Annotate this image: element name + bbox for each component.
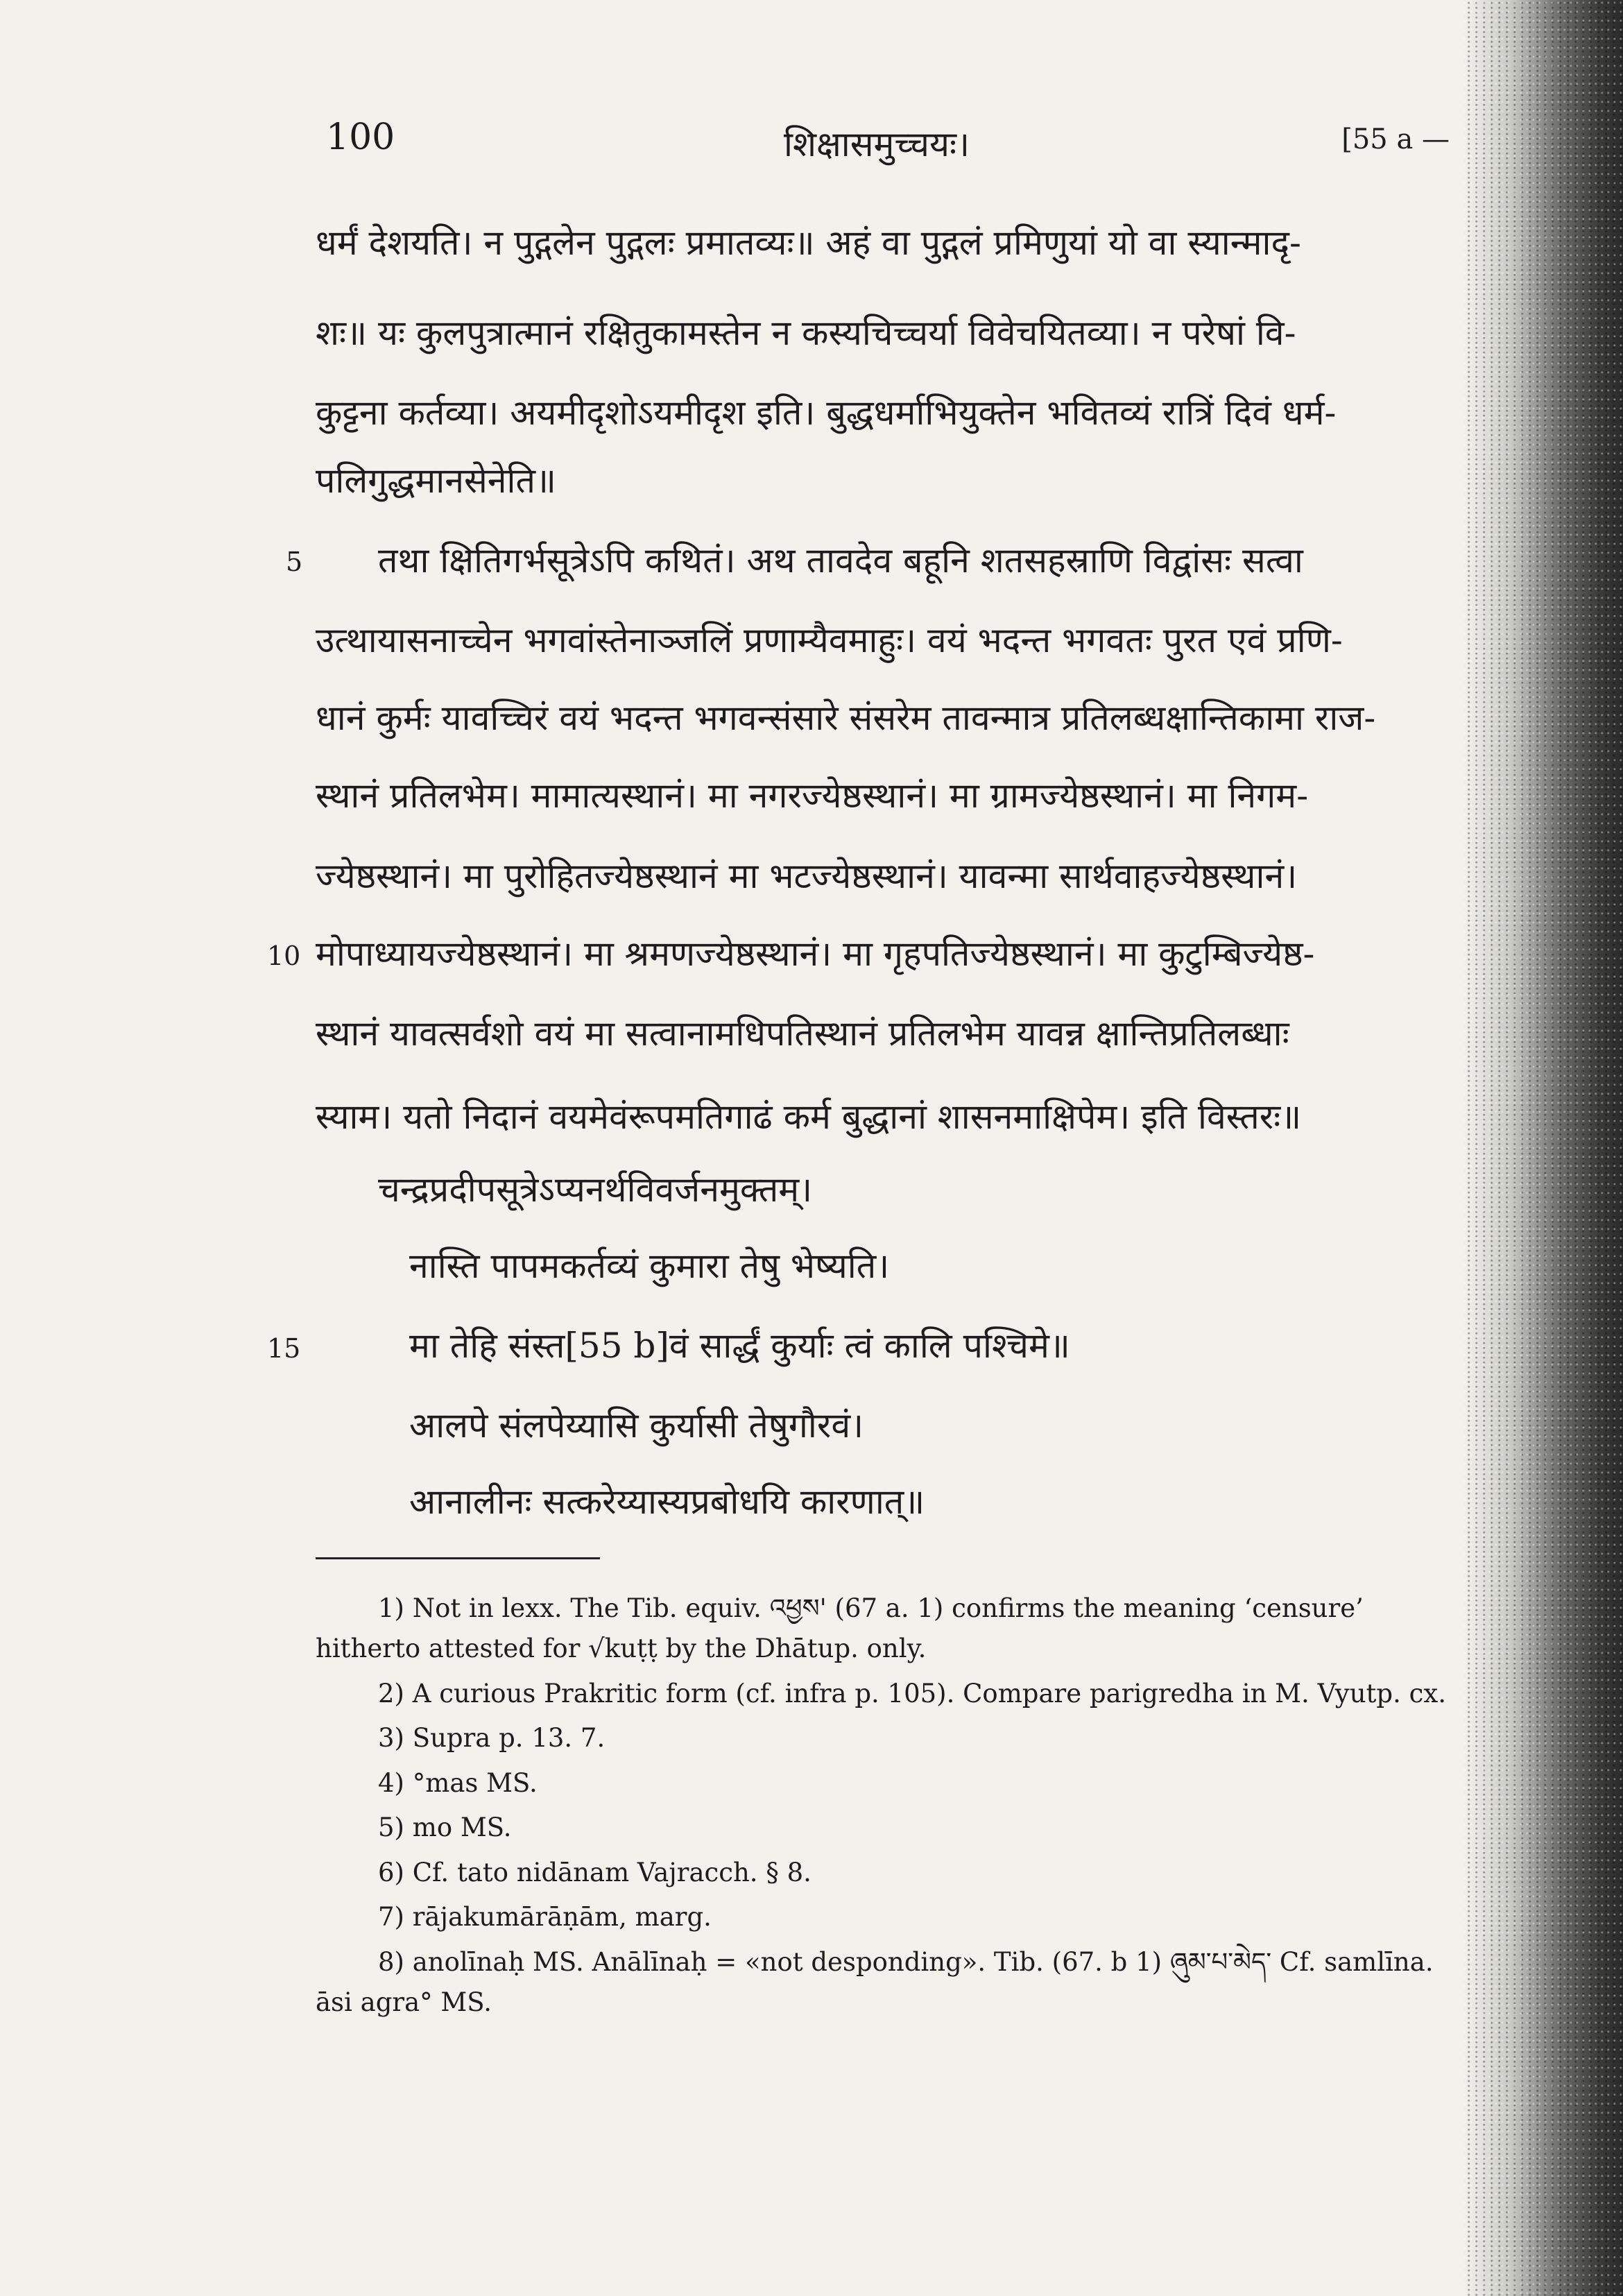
text-line: उत्थायासनाच्चेन भगवांस्तेनाञ्जलिं प्रणाम्यैवमाहुः। वयं भदन्त भगवतः पुरत एवं प्रणि-: [316, 620, 1343, 660]
footnote-3: 3) Supra p. 13. 7.: [378, 1723, 606, 1754]
footnote-divider: [316, 1557, 600, 1559]
text-line: धर्मं देशयति। न पुद्गलेन पुद्गलः प्रमातव्यः॥ अहं वा पुद्गलं प्रमिणुयां यो वा स्यान्मादृ-: [316, 223, 1301, 263]
line-number-15: 15: [267, 1333, 301, 1364]
text-line: ज्येष्ठस्थानं। मा पुरोहितज्येष्ठस्थानं मा भटज्येष्ठस्थानं। यावन्मा सार्थवाहज्येष्ठस्थानं।: [316, 856, 1298, 896]
footnote-5: 5) mo MS.: [378, 1813, 512, 1843]
footnote-7: 7) rājakumārāṇām, marg.: [378, 1902, 712, 1933]
text-line: धानं कुर्मः यावच्चिरं वयं भदन्त भगवन्संसारे संसरेम तावन्मात्र प्रतिलब्धक्षान्तिकामा राज-: [316, 698, 1376, 738]
text-line: शः॥ यः कुलपुत्रात्मानं रक्षितुकामस्तेन न कस्यचिच्चर्या विवेचयितव्या। न परेषां वि-: [316, 313, 1296, 353]
running-title: शिक्षासमुच्चयः।: [784, 124, 970, 164]
footnote-8: 8) anolīnaḥ MS. Anālīnaḥ = «not desponding». Tib. (67. b 1) ཞུམ་པ་མེད་ Cf. samlīna. āsi agra° MS.: [316, 1946, 1434, 2018]
verse-line: मा तेहि संस्त[55 b]वं सार्द्धं कुर्याः त्वं कालि पश्चिमे॥: [409, 1326, 1070, 1366]
verse-line: आलपे संलपेय्यासि कुर्यासी तेषुगौरवं।: [409, 1405, 864, 1446]
footnote-1: 1) Not in lexx. The Tib. equiv. འཕྱས' (67 a. 1) confirms the meaning ‘censure’ hitherto attested for √kuṭṭ by the Dhātup. only.: [316, 1593, 1364, 1664]
text-line: स्थानं यावत्सर्वशो वयं मा सत्वानामधिपतिस्थानं प्रतिलभेम यावन्न क्षान्तिप्रतिलब्धाः: [316, 1013, 1289, 1054]
text-line: तथा क्षितिगर्भसूत्रेऽपि कथितं। अथ तावदेव बहूनि शतसहस्राणि विद्वांसः सत्वा: [378, 540, 1303, 581]
page-edge-speckle: [1463, 0, 1623, 2296]
text-line: कुट्टना कर्तव्या। अयमीदृशोऽयमीदृश इति। बुद्धधर्माभियुक्तेन भवितव्यं रात्रिं दिवं धर्म-: [316, 393, 1337, 433]
line-number-5: 5: [286, 547, 303, 577]
section-reference: [55 a —: [1341, 123, 1450, 155]
footnote-4: 4) °mas MS.: [378, 1767, 538, 1798]
text-line: मोपाध्यायज्येष्ठस्थानं। मा श्रमणज्येष्ठस्थानं। मा गृहपतिज्येष्ठस्थानं। मा कुटुम्बिज्येष्ठ-: [316, 934, 1315, 974]
text-line: स्थानं प्रतिलभेम। मामात्यस्थानं। मा नगरज्येष्ठस्थानं। मा ग्रामज्येष्ठस्थानं। मा निगम-: [316, 776, 1309, 816]
verse-intro-line: चन्द्रप्रदीपसूत्रेऽप्यनर्थविवर्जनमुक्तम्।: [378, 1170, 813, 1210]
page-number: 100: [326, 117, 395, 158]
footnote-6: 6) Cf. tato nidānam Vajracch. § 8.: [378, 1857, 812, 1887]
line-number-10: 10: [267, 941, 301, 971]
text-line: पलिगुद्धमानसेनेति॥: [316, 461, 556, 501]
verse-line: नास्ति पापमकर्तव्यं कुमारा तेषु भेष्यति।: [409, 1246, 890, 1286]
page-header: [326, 117, 1450, 165]
verse-line: आनालीनः सत्करेय्यास्यप्रबोधयि कारणात्॥: [409, 1482, 925, 1522]
text-line: स्याम। यतो निदानं वयमेवंरूपमतिगाढं कर्म बुद्धानां शासनमाक्षिपेम। इति विस्तरः॥: [316, 1097, 1302, 1137]
footnotes: [316, 1588, 1446, 2028]
footnote-2: 2) A curious Prakritic form (cf. infra p. 105). Compare parigredha in M. Vyutp. cx.: [378, 1678, 1446, 1708]
